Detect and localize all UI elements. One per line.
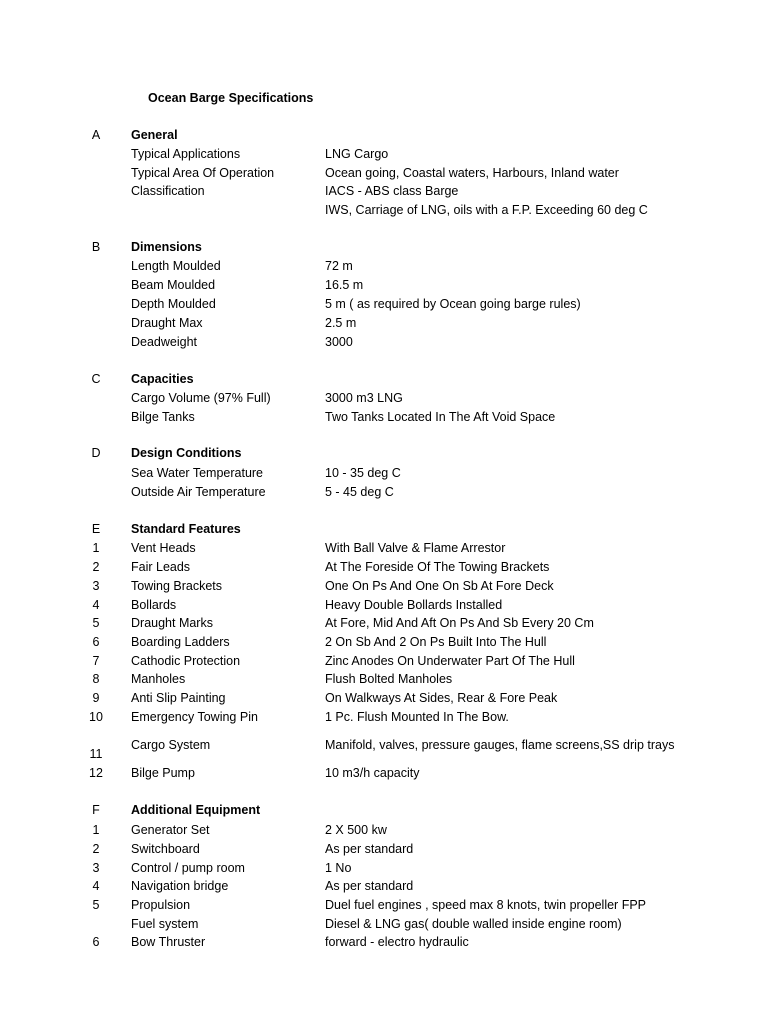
spec-value: 2 On Sb And 2 On Ps Built Into The Hull xyxy=(325,635,547,649)
spec-value: 5 m ( as required by Ocean going barge rules) xyxy=(325,297,581,311)
section-header xyxy=(0,803,768,821)
spec-label: Control / pump room xyxy=(131,861,245,875)
spec-row xyxy=(0,598,768,616)
spec-label: Outside Air Temperature xyxy=(131,485,266,499)
spec-row xyxy=(0,935,768,953)
section-heading: Additional Equipment xyxy=(131,803,261,817)
section-letter: A xyxy=(91,128,101,142)
section-letter: C xyxy=(91,372,101,386)
item-number: 3 xyxy=(92,579,100,593)
spec-label: Cargo Volume (97% Full) xyxy=(131,391,271,405)
spec-label: Draught Max xyxy=(131,316,203,330)
spec-row xyxy=(0,203,768,221)
spec-row xyxy=(0,654,768,672)
spec-label: Typical Applications xyxy=(131,147,241,161)
spec-row xyxy=(0,278,768,296)
section-heading: Standard Features xyxy=(131,522,241,536)
spec-label: Navigation bridge xyxy=(131,879,229,893)
spec-row xyxy=(0,147,768,165)
spec-label: Bow Thruster xyxy=(131,935,206,949)
item-number: 5 xyxy=(92,616,100,630)
item-number: 10 xyxy=(89,710,103,724)
spec-row xyxy=(0,823,768,841)
section-heading: General xyxy=(131,128,178,142)
spec-value: With Ball Valve & Flame Arrestor xyxy=(325,541,506,555)
spec-value: 1 Pc. Flush Mounted In The Bow. xyxy=(325,710,509,724)
section-letter: E xyxy=(91,522,101,536)
document-title: Ocean Barge Specifications xyxy=(148,91,314,105)
spec-label: Depth Moulded xyxy=(131,297,216,311)
item-number: 4 xyxy=(92,598,100,612)
spec-label: Beam Moulded xyxy=(131,278,216,292)
spec-value: Two Tanks Located In The Aft Void Space xyxy=(325,410,556,424)
spec-label: Boarding Ladders xyxy=(131,635,230,649)
spec-row xyxy=(0,560,768,578)
item-number: 7 xyxy=(92,654,100,668)
spec-label: Manholes xyxy=(131,672,186,686)
spec-label: Anti Slip Painting xyxy=(131,691,226,705)
section-letter: D xyxy=(91,446,101,460)
spec-row xyxy=(0,616,768,634)
spec-value: Heavy Double Bollards Installed xyxy=(325,598,503,612)
spec-value: Flush Bolted Manholes xyxy=(325,672,453,686)
spec-label: Classification xyxy=(131,184,205,198)
item-number: 11 xyxy=(89,747,103,761)
spec-value: 10 m3/h capacity xyxy=(325,766,420,780)
item-number: 2 xyxy=(92,560,100,574)
spec-value: forward - electro hydraulic xyxy=(325,935,469,949)
spec-value: On Walkways At Sides, Rear & Fore Peak xyxy=(325,691,558,705)
spec-value: 3000 m3 LNG xyxy=(325,391,403,405)
spec-label: Fuel system xyxy=(131,917,199,931)
item-number: 8 xyxy=(92,672,100,686)
spec-value: LNG Cargo xyxy=(325,147,389,161)
spec-row xyxy=(0,391,768,409)
spec-row xyxy=(0,166,768,184)
item-number: 1 xyxy=(92,541,100,555)
item-number: 6 xyxy=(92,635,100,649)
spec-value: Zinc Anodes On Underwater Part Of The Hull xyxy=(325,654,575,668)
item-number: 4 xyxy=(92,879,100,893)
spec-value: One On Ps And One On Sb At Fore Deck xyxy=(325,579,554,593)
spec-row xyxy=(0,410,768,428)
spec-label: Towing Brackets xyxy=(131,579,223,593)
spec-row xyxy=(0,672,768,690)
item-number: 6 xyxy=(92,935,100,949)
spec-label: Bollards xyxy=(131,598,177,612)
spec-label: Bilge Pump xyxy=(131,766,195,780)
spec-value: 2.5 m xyxy=(325,316,357,330)
item-number: 3 xyxy=(92,861,100,875)
spec-value: IWS, Carriage of LNG, oils with a F.P. Exceeding 60 deg C xyxy=(325,203,648,217)
spec-row xyxy=(0,335,768,353)
section-header xyxy=(0,128,768,146)
spec-row xyxy=(0,738,768,761)
spec-row xyxy=(0,466,768,484)
spec-value: IACS - ABS class Barge xyxy=(325,184,459,198)
spec-row xyxy=(0,259,768,277)
spec-value: At The Foreside Of The Towing Brackets xyxy=(325,560,550,574)
item-number: 1 xyxy=(92,823,100,837)
spec-row xyxy=(0,635,768,653)
spec-label: Deadweight xyxy=(131,335,198,349)
spec-value: 5 - 45 deg C xyxy=(325,485,394,499)
spec-value: 1 No xyxy=(325,861,352,875)
spec-row xyxy=(0,316,768,334)
spec-value: As per standard xyxy=(325,842,414,856)
spec-value: At Fore, Mid And Aft On Ps And Sb Every 20 Cm xyxy=(325,616,594,630)
spec-value: Manifold, valves, pressure gauges, flame screens,SS drip trays xyxy=(325,738,675,752)
section-header xyxy=(0,372,768,390)
spec-value: 72 m xyxy=(325,259,353,273)
spec-value: Diesel & LNG gas( double walled inside engine room) xyxy=(325,917,622,931)
spec-label: Typical Area Of Operation xyxy=(131,166,275,180)
item-number: 12 xyxy=(89,766,103,780)
section-header xyxy=(0,446,768,464)
spec-label: Length Moulded xyxy=(131,259,221,273)
spec-label: Draught Marks xyxy=(131,616,213,630)
spec-label: Cargo System xyxy=(131,738,211,752)
item-number: 2 xyxy=(92,842,100,856)
spec-row xyxy=(0,766,768,784)
section-header xyxy=(0,240,768,258)
spec-value: Ocean going, Coastal waters, Harbours, Inland water xyxy=(325,166,619,180)
spec-row xyxy=(0,485,768,503)
section-heading: Dimensions xyxy=(131,240,202,254)
spec-row xyxy=(0,691,768,709)
spec-label: Bilge Tanks xyxy=(131,410,195,424)
spec-value: 2 X 500 kw xyxy=(325,823,387,837)
spec-label: Vent Heads xyxy=(131,541,196,555)
spec-row xyxy=(0,898,768,916)
spec-row xyxy=(0,579,768,597)
spec-label: Generator Set xyxy=(131,823,210,837)
item-number: 5 xyxy=(92,898,100,912)
spec-row xyxy=(0,842,768,860)
spec-label: Fair Leads xyxy=(131,560,191,574)
section-letter: B xyxy=(91,240,101,254)
spec-label: Emergency Towing Pin xyxy=(131,710,258,724)
section-heading: Capacities xyxy=(131,372,194,386)
spec-label: Switchboard xyxy=(131,842,200,856)
spec-row xyxy=(0,861,768,879)
spec-label: Propulsion xyxy=(131,898,191,912)
spec-value: As per standard xyxy=(325,879,414,893)
spec-row xyxy=(0,297,768,315)
spec-label: Cathodic Protection xyxy=(131,654,241,668)
section-letter: F xyxy=(92,803,100,817)
spec-row xyxy=(0,917,768,935)
spec-row xyxy=(0,184,768,202)
spec-label: Sea Water Temperature xyxy=(131,466,264,480)
spec-value: Duel fuel engines , speed max 8 knots, twin propeller FPP xyxy=(325,898,647,912)
spec-row xyxy=(0,710,768,728)
spec-value: 3000 xyxy=(325,335,353,349)
spec-row xyxy=(0,879,768,897)
spec-value: 10 - 35 deg C xyxy=(325,466,401,480)
item-number: 9 xyxy=(92,691,100,705)
section-heading: Design Conditions xyxy=(131,446,242,460)
section-header xyxy=(0,522,768,540)
spec-value: 16.5 m xyxy=(325,278,364,292)
spec-row xyxy=(0,541,768,559)
